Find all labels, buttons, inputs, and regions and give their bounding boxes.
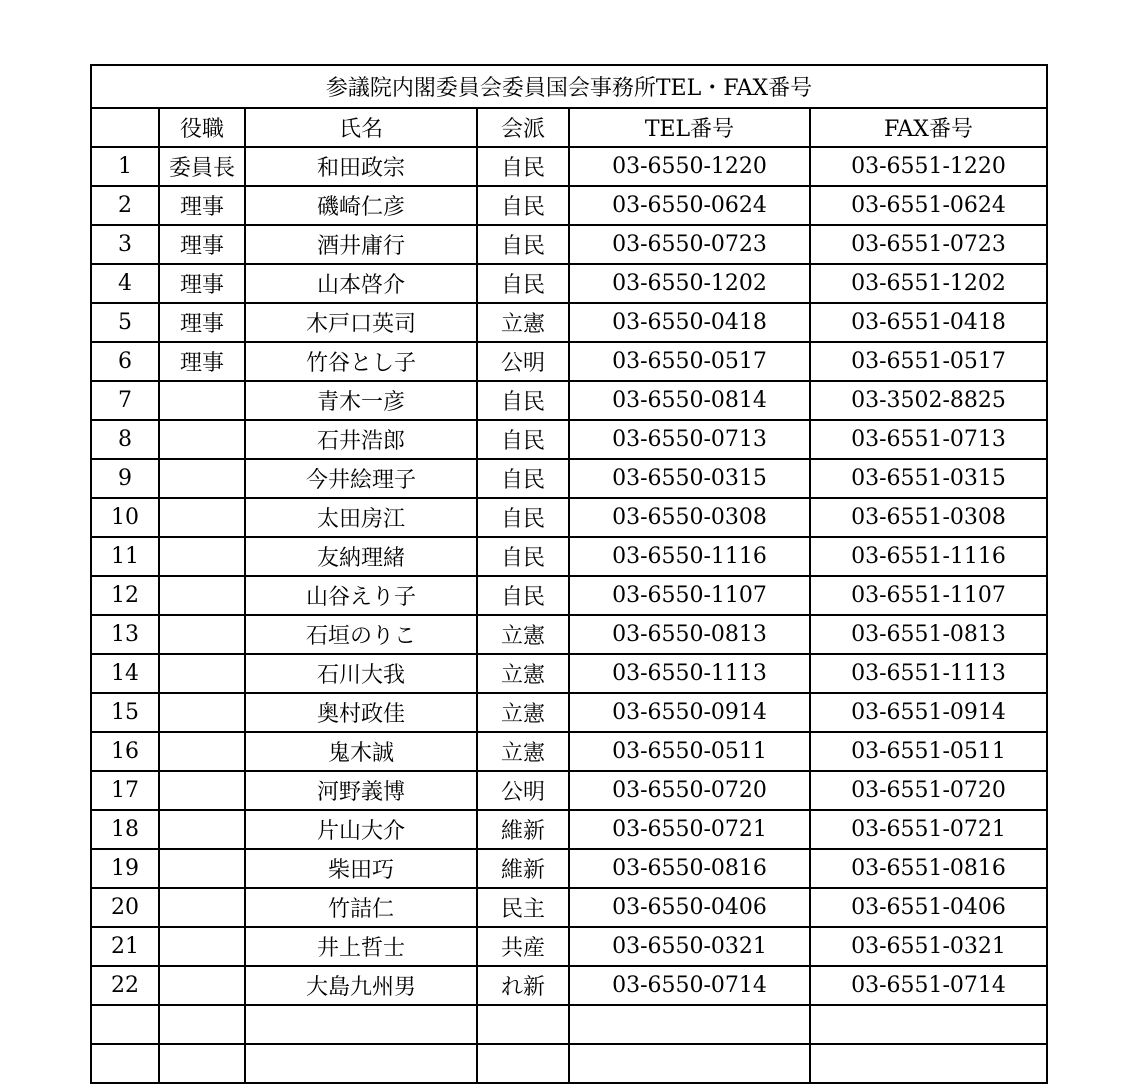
table-row bbox=[91, 654, 1047, 693]
cell-number: 20 bbox=[91, 888, 159, 927]
cell-tel: 03-6550-1107 bbox=[569, 576, 810, 615]
cell-tel: 03-6550-1116 bbox=[569, 537, 810, 576]
cell-party: 公明 bbox=[477, 771, 569, 810]
cell-role: 理事 bbox=[159, 342, 245, 381]
cell-party: 自民 bbox=[477, 498, 569, 537]
cell-role bbox=[159, 537, 245, 576]
cell-tel: 03-6550-0914 bbox=[569, 693, 810, 732]
cell-role bbox=[159, 732, 245, 771]
cell-tel: 03-6550-0418 bbox=[569, 303, 810, 342]
cell-name: 河野義博 bbox=[245, 771, 477, 810]
table-row bbox=[91, 615, 1047, 654]
table-row bbox=[91, 966, 1047, 1005]
blank-cell bbox=[91, 1044, 159, 1083]
table-row bbox=[91, 303, 1047, 342]
cell-party: 維新 bbox=[477, 849, 569, 888]
cell-party: 自民 bbox=[477, 576, 569, 615]
cell-number: 18 bbox=[91, 810, 159, 849]
cell-fax: 03-6551-1116 bbox=[810, 537, 1047, 576]
blank-cell bbox=[91, 1005, 159, 1044]
table-row bbox=[91, 381, 1047, 420]
cell-fax: 03-6551-1113 bbox=[810, 654, 1047, 693]
cell-role bbox=[159, 693, 245, 732]
cell-name: 酒井庸行 bbox=[245, 225, 477, 264]
table-row bbox=[91, 537, 1047, 576]
cell-number: 6 bbox=[91, 342, 159, 381]
cell-tel: 03-6550-0714 bbox=[569, 966, 810, 1005]
cell-tel: 03-6550-0721 bbox=[569, 810, 810, 849]
cell-number: 4 bbox=[91, 264, 159, 303]
cell-tel: 03-6550-1202 bbox=[569, 264, 810, 303]
blank-cell bbox=[810, 1005, 1047, 1044]
cell-number: 2 bbox=[91, 186, 159, 225]
table-row bbox=[91, 810, 1047, 849]
blank-cell bbox=[245, 1005, 477, 1044]
cell-fax: 03-6551-1107 bbox=[810, 576, 1047, 615]
table-row bbox=[91, 459, 1047, 498]
table-row bbox=[91, 849, 1047, 888]
table-row bbox=[91, 420, 1047, 459]
cell-number: 16 bbox=[91, 732, 159, 771]
cell-role bbox=[159, 966, 245, 1005]
cell-tel: 03-6550-0406 bbox=[569, 888, 810, 927]
cell-party: 自民 bbox=[477, 186, 569, 225]
cell-name: 青木一彦 bbox=[245, 381, 477, 420]
cell-role: 理事 bbox=[159, 186, 245, 225]
table-row bbox=[91, 732, 1047, 771]
cell-party: 維新 bbox=[477, 810, 569, 849]
cell-fax: 03-6551-0406 bbox=[810, 888, 1047, 927]
cell-party: 立憲 bbox=[477, 732, 569, 771]
cell-name: 石垣のりこ bbox=[245, 615, 477, 654]
cell-fax: 03-6551-0713 bbox=[810, 420, 1047, 459]
cell-number: 14 bbox=[91, 654, 159, 693]
cell-number: 1 bbox=[91, 147, 159, 186]
blank-row bbox=[91, 1005, 1047, 1044]
cell-party: 自民 bbox=[477, 147, 569, 186]
cell-fax: 03-6551-0315 bbox=[810, 459, 1047, 498]
table-title: 参議院内閣委員会委員国会事務所TEL・FAX番号 bbox=[91, 65, 1047, 108]
cell-name: 友納理緒 bbox=[245, 537, 477, 576]
cell-role bbox=[159, 654, 245, 693]
cell-role bbox=[159, 927, 245, 966]
cell-role bbox=[159, 420, 245, 459]
cell-name: 井上哲士 bbox=[245, 927, 477, 966]
cell-name: 竹詰仁 bbox=[245, 888, 477, 927]
cell-name: 木戸口英司 bbox=[245, 303, 477, 342]
cell-role bbox=[159, 459, 245, 498]
cell-role bbox=[159, 381, 245, 420]
cell-name: 竹谷とし子 bbox=[245, 342, 477, 381]
cell-fax: 03-6551-0914 bbox=[810, 693, 1047, 732]
cell-tel: 03-6550-1220 bbox=[569, 147, 810, 186]
header-number bbox=[91, 108, 159, 147]
blank-cell bbox=[477, 1044, 569, 1083]
cell-role: 理事 bbox=[159, 264, 245, 303]
header-fax: FAX番号 bbox=[810, 108, 1047, 147]
cell-role bbox=[159, 576, 245, 615]
table-row bbox=[91, 771, 1047, 810]
table-title-row bbox=[91, 65, 1047, 108]
cell-name: 大島九州男 bbox=[245, 966, 477, 1005]
cell-tel: 03-6550-0816 bbox=[569, 849, 810, 888]
blank-cell bbox=[569, 1044, 810, 1083]
cell-party: 民主 bbox=[477, 888, 569, 927]
blank-cell bbox=[245, 1044, 477, 1083]
cell-tel: 03-6550-0517 bbox=[569, 342, 810, 381]
cell-tel: 03-6550-0720 bbox=[569, 771, 810, 810]
cell-fax: 03-6551-0723 bbox=[810, 225, 1047, 264]
cell-fax: 03-6551-0813 bbox=[810, 615, 1047, 654]
cell-tel: 03-6550-0723 bbox=[569, 225, 810, 264]
cell-party: 立憲 bbox=[477, 654, 569, 693]
cell-name: 柴田巧 bbox=[245, 849, 477, 888]
cell-fax: 03-6551-0511 bbox=[810, 732, 1047, 771]
cell-fax: 03-6551-0714 bbox=[810, 966, 1047, 1005]
blank-cell bbox=[569, 1005, 810, 1044]
cell-tel: 03-6550-0713 bbox=[569, 420, 810, 459]
cell-role bbox=[159, 615, 245, 654]
cell-name: 山本啓介 bbox=[245, 264, 477, 303]
cell-party: 共産 bbox=[477, 927, 569, 966]
cell-name: 石川大我 bbox=[245, 654, 477, 693]
cell-number: 21 bbox=[91, 927, 159, 966]
cell-fax: 03-6551-1220 bbox=[810, 147, 1047, 186]
cell-party: 自民 bbox=[477, 420, 569, 459]
cell-name: 片山大介 bbox=[245, 810, 477, 849]
cell-number: 5 bbox=[91, 303, 159, 342]
cell-fax: 03-6551-0720 bbox=[810, 771, 1047, 810]
table-body bbox=[91, 147, 1047, 1083]
cell-name: 今井絵理子 bbox=[245, 459, 477, 498]
cell-role bbox=[159, 771, 245, 810]
header-role: 役職 bbox=[159, 108, 245, 147]
cell-party: 自民 bbox=[477, 264, 569, 303]
cell-number: 3 bbox=[91, 225, 159, 264]
cell-fax: 03-6551-0816 bbox=[810, 849, 1047, 888]
header-party: 会派 bbox=[477, 108, 569, 147]
table-row bbox=[91, 147, 1047, 186]
cell-fax: 03-6551-0321 bbox=[810, 927, 1047, 966]
cell-party: 自民 bbox=[477, 459, 569, 498]
table-row bbox=[91, 927, 1047, 966]
cell-party: 立憲 bbox=[477, 693, 569, 732]
cell-fax: 03-6551-0308 bbox=[810, 498, 1047, 537]
cell-number: 7 bbox=[91, 381, 159, 420]
cell-tel: 03-6550-0511 bbox=[569, 732, 810, 771]
cell-tel: 03-6550-0624 bbox=[569, 186, 810, 225]
table-row bbox=[91, 342, 1047, 381]
cell-role: 理事 bbox=[159, 225, 245, 264]
cell-number: 9 bbox=[91, 459, 159, 498]
blank-cell bbox=[159, 1005, 245, 1044]
cell-fax: 03-6551-0624 bbox=[810, 186, 1047, 225]
cell-tel: 03-6550-0814 bbox=[569, 381, 810, 420]
cell-number: 17 bbox=[91, 771, 159, 810]
cell-party: 自民 bbox=[477, 225, 569, 264]
cell-fax: 03-3502-8825 bbox=[810, 381, 1047, 420]
cell-role: 理事 bbox=[159, 303, 245, 342]
cell-number: 19 bbox=[91, 849, 159, 888]
cell-party: 公明 bbox=[477, 342, 569, 381]
cell-role bbox=[159, 888, 245, 927]
table-row bbox=[91, 888, 1047, 927]
cell-tel: 03-6550-1113 bbox=[569, 654, 810, 693]
cell-fax: 03-6551-0418 bbox=[810, 303, 1047, 342]
cell-tel: 03-6550-0308 bbox=[569, 498, 810, 537]
blank-cell bbox=[477, 1005, 569, 1044]
table-row bbox=[91, 498, 1047, 537]
table-header-row bbox=[91, 108, 1047, 147]
cell-fax: 03-6551-0721 bbox=[810, 810, 1047, 849]
table-row bbox=[91, 576, 1047, 615]
cell-role bbox=[159, 498, 245, 537]
blank-row bbox=[91, 1044, 1047, 1083]
cell-name: 石井浩郎 bbox=[245, 420, 477, 459]
cell-party: 立憲 bbox=[477, 303, 569, 342]
cell-number: 13 bbox=[91, 615, 159, 654]
committee-contact-table bbox=[90, 64, 1048, 1084]
cell-number: 12 bbox=[91, 576, 159, 615]
cell-tel: 03-6550-0813 bbox=[569, 615, 810, 654]
table-row bbox=[91, 225, 1047, 264]
table-row bbox=[91, 693, 1047, 732]
header-name: 氏名 bbox=[245, 108, 477, 147]
cell-name: 太田房江 bbox=[245, 498, 477, 537]
cell-role bbox=[159, 849, 245, 888]
cell-party: 自民 bbox=[477, 381, 569, 420]
cell-number: 15 bbox=[91, 693, 159, 732]
cell-number: 8 bbox=[91, 420, 159, 459]
cell-tel: 03-6550-0321 bbox=[569, 927, 810, 966]
cell-number: 10 bbox=[91, 498, 159, 537]
cell-number: 11 bbox=[91, 537, 159, 576]
cell-party: 自民 bbox=[477, 537, 569, 576]
blank-cell bbox=[159, 1044, 245, 1083]
cell-name: 奥村政佳 bbox=[245, 693, 477, 732]
cell-name: 磯崎仁彦 bbox=[245, 186, 477, 225]
cell-party: れ新 bbox=[477, 966, 569, 1005]
cell-fax: 03-6551-1202 bbox=[810, 264, 1047, 303]
cell-tel: 03-6550-0315 bbox=[569, 459, 810, 498]
cell-name: 山谷えり子 bbox=[245, 576, 477, 615]
header-tel: TEL番号 bbox=[569, 108, 810, 147]
cell-number: 22 bbox=[91, 966, 159, 1005]
table-row bbox=[91, 264, 1047, 303]
blank-cell bbox=[810, 1044, 1047, 1083]
cell-role: 委員長 bbox=[159, 147, 245, 186]
cell-party: 立憲 bbox=[477, 615, 569, 654]
cell-name: 和田政宗 bbox=[245, 147, 477, 186]
cell-name: 鬼木誠 bbox=[245, 732, 477, 771]
table-row bbox=[91, 186, 1047, 225]
cell-fax: 03-6551-0517 bbox=[810, 342, 1047, 381]
cell-role bbox=[159, 810, 245, 849]
